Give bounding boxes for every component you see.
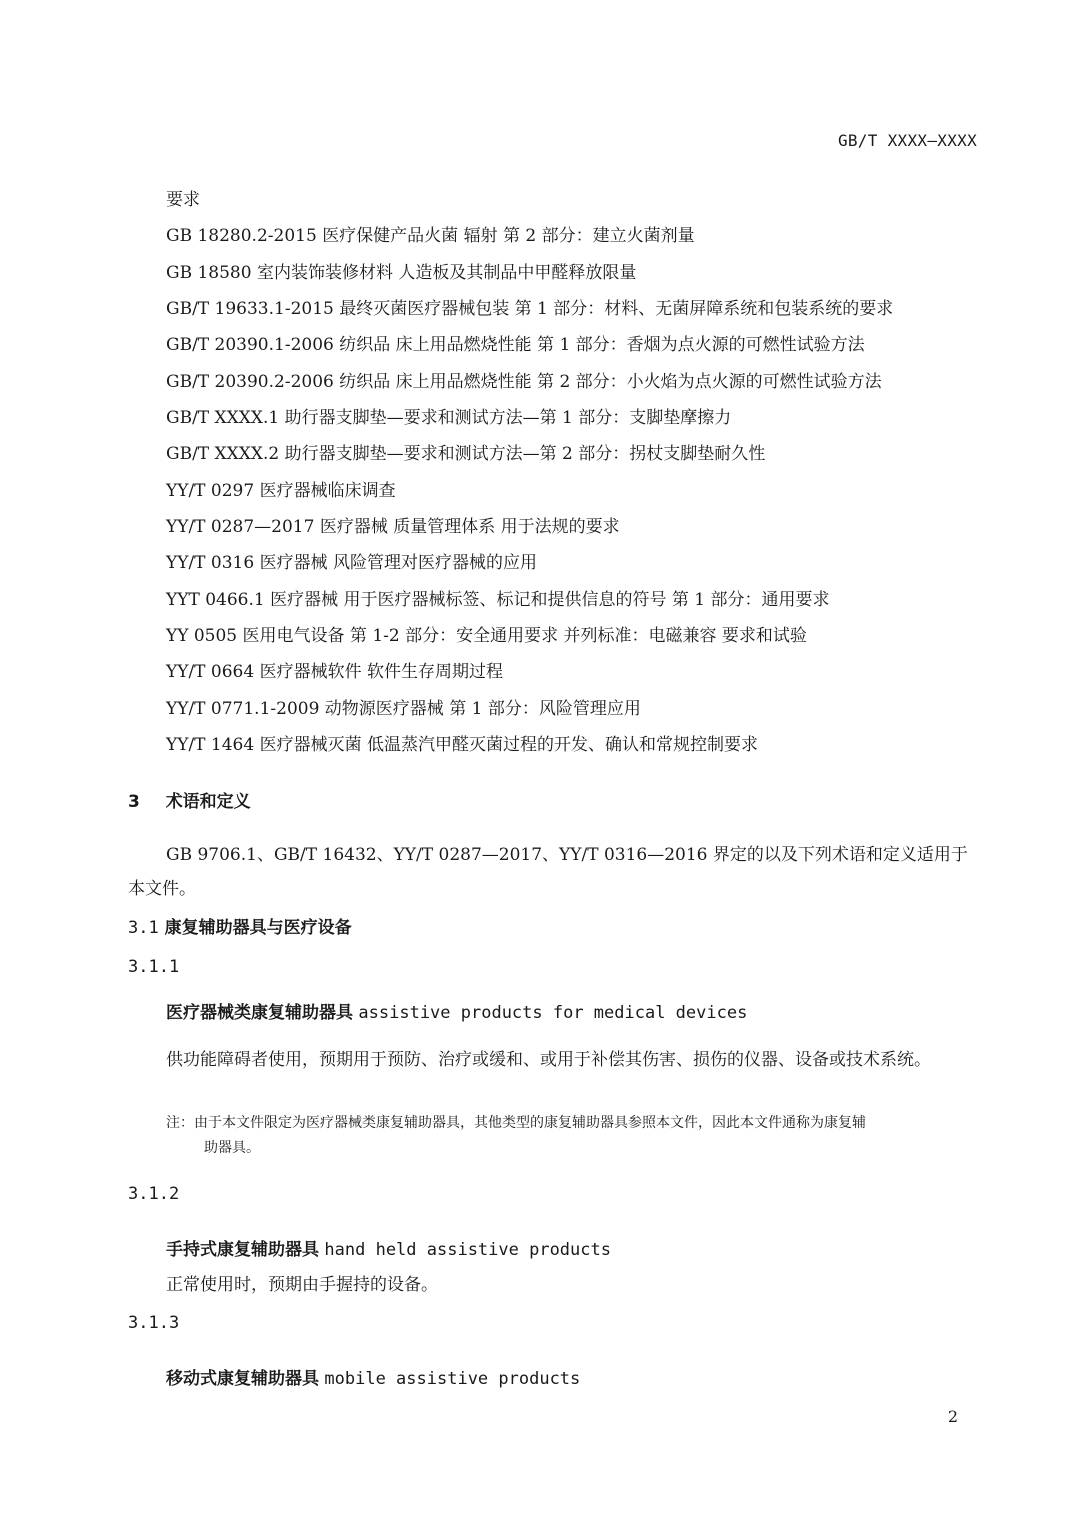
section-title: 术语和定义: [165, 792, 251, 812]
term-number: 3.1.1: [128, 957, 180, 977]
term-chinese: 医疗器械类康复辅助器具: [166, 1003, 353, 1023]
section-heading-3: [128, 787, 251, 812]
note-text-line2: 助器具。: [204, 1140, 260, 1156]
reference-item: GB 18580 室内装饰装修材料 人造板及其制品中甲醛释放限量: [166, 263, 637, 283]
subsection-number: 3.1: [128, 918, 159, 938]
reference-item: YY/T 0316 医疗器械 风险管理对医疗器械的应用: [166, 553, 537, 573]
note-text-line1: 由于本文件限定为医疗器械类康复辅助器具，其他类型的康复辅助器具参照本文件，因此本文件通称为康复辅: [194, 1115, 866, 1131]
term-chinese: 手持式康复辅助器具: [166, 1240, 319, 1260]
reference-item: GB/T 20390.1-2006 纺织品 床上用品燃烧性能 第 1 部分：香烟为点火源的可燃性试验方法: [166, 335, 865, 355]
term-english: hand held assistive products: [324, 1240, 611, 1260]
term-heading: [166, 998, 747, 1023]
reference-item: GB/T 20390.2-2006 纺织品 床上用品燃烧性能 第 2 部分：小火焰为点火源的可燃性试验方法: [166, 372, 882, 392]
reference-item: GB/T XXXX.1 助行器支脚垫—要求和测试方法—第 1 部分：支脚垫摩擦力: [166, 408, 732, 428]
term-note: [166, 1111, 980, 1161]
reference-item: YY 0505 医用电气设备 第 1-2 部分：安全通用要求 并列标准：电磁兼容 要求和试验: [166, 626, 807, 646]
note-label: 注：: [166, 1115, 194, 1131]
term-english: mobile assistive products: [324, 1369, 581, 1389]
term-heading: [166, 1364, 580, 1389]
reference-item: YY/T 0287—2017 医疗器械 质量管理体系 用于法规的要求: [166, 517, 620, 537]
reference-item: GB/T XXXX.2 助行器支脚垫—要求和测试方法—第 2 部分：拐杖支脚垫耐久性: [166, 444, 766, 464]
reference-item: YYT 0466.1 医疗器械 用于医疗器械标签、标记和提供信息的符号 第 1 部分：通用要求: [166, 590, 830, 610]
term-definition: 正常使用时，预期由手握持的设备。: [166, 1275, 438, 1295]
document-code-header: GB/T XXXX—XXXX: [837, 131, 977, 150]
term-chinese: 移动式康复辅助器具: [166, 1369, 319, 1389]
reference-item: YY/T 0664 医疗器械软件 软件生存周期过程: [166, 662, 503, 682]
term-heading: [166, 1235, 611, 1260]
term-definition: 供功能障碍者使用，预期用于预防、治疗或缓和、或用于补偿其伤害、损伤的仪器、设备或技术系统。: [166, 1050, 931, 1070]
page-number: 2: [947, 1407, 958, 1426]
subsection-title: 康复辅助器具与医疗设备: [164, 918, 352, 938]
term-number: 3.1.2: [128, 1184, 180, 1204]
term-english: assistive products for medical devices: [358, 1003, 748, 1023]
reference-item: YY/T 0297 医疗器械临床调查: [166, 481, 396, 501]
section-intro-paragraph: GB 9706.1、GB/T 16432、YY/T 0287—2017、YY/T 0316—2016 界定的以及下列术语和定义适用于本文件。: [128, 845, 968, 899]
reference-item: 要求: [166, 190, 200, 210]
reference-item: GB/T 19633.1-2015 最终灭菌医疗器械包装 第 1 部分：材料、无菌屏障系统和包装系统的要求: [166, 299, 894, 319]
term-number: 3.1.3: [128, 1313, 180, 1333]
reference-item: YY/T 1464 医疗器械灭菌 低温蒸汽甲醛灭菌过程的开发、确认和常规控制要求: [166, 735, 758, 755]
reference-item: YY/T 0771.1-2009 动物源医疗器械 第 1 部分：风险管理应用: [166, 699, 641, 719]
reference-item: GB 18280.2-2015 医疗保健产品火菌 辐射 第 2 部分：建立火菌剂量: [166, 226, 695, 246]
subsection-heading-3-1: [128, 913, 352, 938]
section-number: 3: [128, 792, 140, 812]
